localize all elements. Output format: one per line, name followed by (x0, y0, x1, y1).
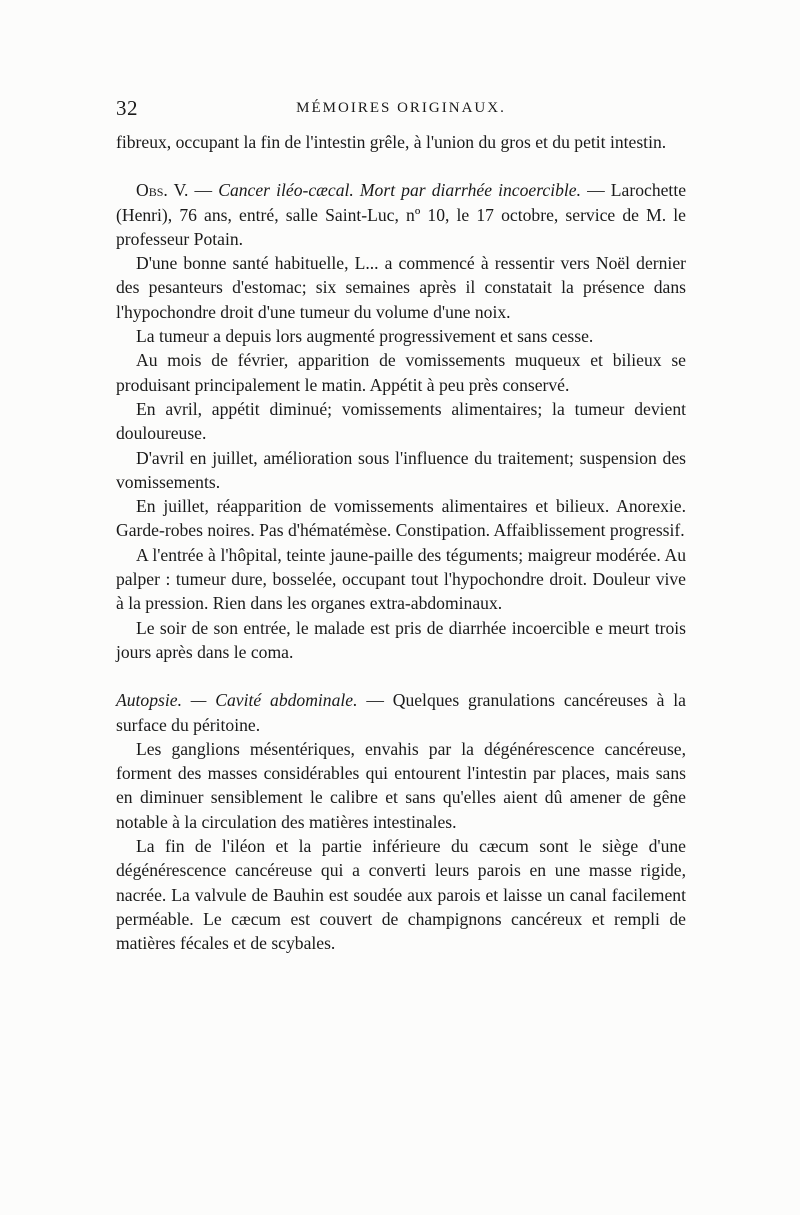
page-header (116, 96, 686, 126)
paragraph: Les ganglions mésentériques, envahis par la dégénérescence cancéreuse, forment des masses considérables qui entourent l'intestin par places, mais sans en diminuer sensiblement le calibre et sans qu'elles aient dû amener de gêne notable à la circulation des matières intestinales. (116, 738, 686, 832)
paragraph: La fin de l'iléon et la partie inférieure du cæcum sont le siège d'une dégénérescence cancéreuse qui a converti leurs parois en une masse rigide, nacrée. La valvule de Bauhin est soudée aux parois et laisse un canal facilement perméable. Le cæcum est couvert de champignons cancéreux et rempli de matières fécales et de scybales. (116, 836, 686, 954)
paragraph: D'avril en juillet, amélioration sous l'influence du traitement; suspension des vomissements. (116, 447, 686, 492)
paragraph: La tumeur a depuis lors augmenté progressivement et sans cesse. (136, 326, 594, 347)
paragraph: Le soir de son entrée, le malade est pris de diarrhée incoercible e meurt trois jours après dans le coma. (116, 617, 686, 662)
observation-dash: — (188, 180, 219, 201)
autopsy-heading (116, 688, 686, 737)
paragraph-continuation: fibreux, occupant la fin de l'intestin grêle, à l'union du gros et du petit intestin. (116, 132, 667, 152)
observation-title: Cancer iléo-cæcal. Mort par diarrhée incoercible. (218, 180, 581, 201)
observation-label: Obs. V. (136, 180, 189, 201)
paragraph: En avril, appétit diminué; vomissements alimentaires; la tumeur devient douloureuse. (116, 398, 686, 444)
autopsy-text: — Quelques granulations cancéreuses à la surface du péritoine. (116, 690, 686, 735)
autopsy-label: Autopsie. — Cavité abdominale. (116, 690, 358, 711)
paragraph: A l'entrée à l'hôpital, teinte jaune-paille des téguments; maigreur modérée. Au palper : tumeur dure, bosselée, occupant tout l'hypochondre droit. Douleur vive à la pression. Rien dans les organes extra-abdominaux. (116, 544, 686, 614)
paragraph: D'une bonne santé habituelle, L... a commencé à ressentir vers Noël dernier des pesanteurs d'estomac; six semaines après il constatait la présence dans l'hypochondre droit d'une tumeur du volume d'une noix. (116, 253, 686, 322)
running-head: MÉMOIRES ORIGINAUX. (296, 100, 506, 116)
paragraph: En juillet, réapparition de vomissements alimentaires et bilieux. Anorexie. Garde-robes noires. Pas d'hématémèse. Constipation. Affaiblissement progressif. (116, 496, 686, 541)
observation-details: — Larochette (Henri), 76 ans, entré, salle Saint-Luc, nº 10, le 17 octobre, service de M. le professeur Potain. (116, 180, 687, 249)
observation-heading (116, 178, 686, 251)
page-number: 32 (116, 96, 138, 120)
paragraph: Au mois de février, apparition de vomissements muqueux et bilieux se produisant principalement le matin. Appétit à peu près conservé. (116, 350, 686, 395)
body-text (116, 130, 686, 956)
